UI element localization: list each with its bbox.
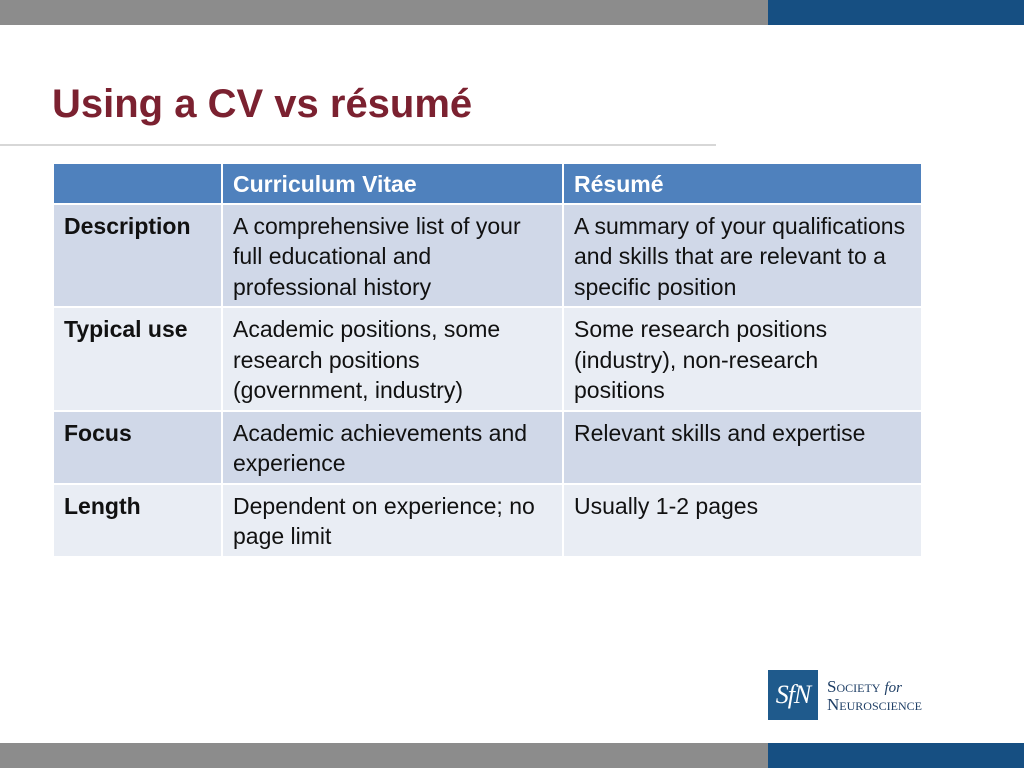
row-label-typical-use: Typical use [53, 307, 222, 411]
top-bar-blue [768, 0, 1024, 25]
sfn-logo-society: Society [827, 677, 881, 696]
header-resume: Résumé [563, 163, 922, 204]
cell-resume-focus: Relevant skills and expertise [563, 411, 922, 484]
sfn-logo-neuroscience: Neuroscience [827, 695, 922, 714]
comparison-table [52, 162, 923, 558]
bottom-bar-grey [0, 743, 768, 768]
sfn-logo-for: for [884, 680, 902, 696]
cell-cv-length: Dependent on experience; no page limit [222, 484, 563, 557]
header-curriculum-vitae: Curriculum Vitae [222, 163, 563, 204]
header-corner-cell [53, 163, 222, 204]
cell-cv-typical-use: Academic positions, some research positions (government, industry) [222, 307, 563, 411]
cell-cv-focus: Academic achievements and experience [222, 411, 563, 484]
table-header-row [53, 163, 922, 204]
row-label-description: Description [53, 204, 222, 308]
sfn-logo [768, 670, 948, 722]
table-row-focus [53, 411, 922, 484]
table-row-length [53, 484, 922, 557]
title-divider [0, 144, 716, 146]
table-row-typical-use [53, 307, 922, 411]
cell-resume-description: A summary of your qualifications and skills that are relevant to a specific position [563, 204, 922, 308]
row-label-length: Length [53, 484, 222, 557]
cell-resume-length: Usually 1-2 pages [563, 484, 922, 557]
table-row-description [53, 204, 922, 308]
row-label-focus: Focus [53, 411, 222, 484]
sfn-logo-mark: SfN [768, 670, 818, 720]
bottom-bar-blue [768, 743, 1024, 768]
cell-cv-description: A comprehensive list of your full educational and professional history [222, 204, 563, 308]
cell-resume-typical-use: Some research positions (industry), non-research positions [563, 307, 922, 411]
top-bar-grey [0, 0, 768, 25]
page-title: Using a CV vs résumé [52, 82, 473, 126]
